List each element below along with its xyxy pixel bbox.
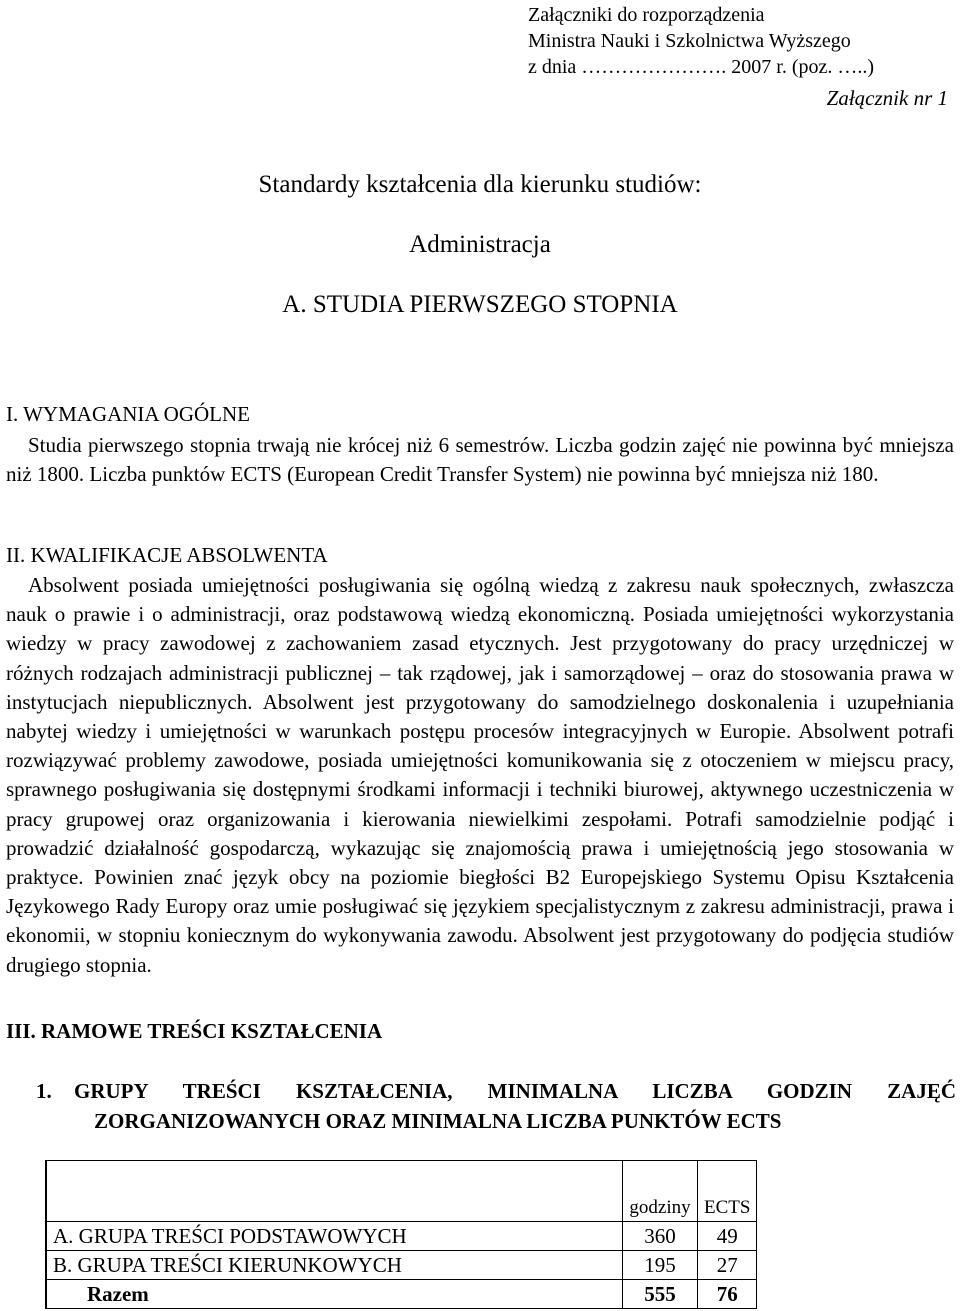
table-row [46, 1251, 757, 1280]
table-header-ects: ECTS [698, 1161, 757, 1222]
table-total-row [46, 1280, 757, 1309]
section-1-heading: I. WYMAGANIA OGÓLNE [6, 402, 251, 426]
header-line-3: z dnia …………………. 2007 r. (poz. …..) [528, 56, 875, 78]
field-title: Administracja [409, 231, 551, 258]
section-3-heading: III. RAMOWE TREŚCI KSZTAŁCENIA [6, 1019, 383, 1043]
section-2-text: Absolwent posiada umiejętności posługiwania się ogólną wiedzą z zakresu nauk społecznych, zwłaszcza nauk o prawie i o administracji, oraz podstawową wiedzą ekonomiczną. Posiada umiejętności wykorzystania wiedzy w pracy zawodowej z zachowaniem zasad etycznych. Jest przygotowany do pracy urzędniczej w różnych rodzajach administracji publicznej – tak rządowej, jak i samorządowej – oraz do stosowania prawa w instytucjach niepublicznych. Absolwent jest przygotowany do samodzielnego doskonalenia i uzupełniania nabytej wiedzy i umiejętności w warunkach postępu procesów integracyjnych w Europie. Absolwent potrafi rozwiązywać problemy zawodowe, posiada umiejętności komunikowania się z otoczeniem w miejscu pracy, sprawnego posługiwania się dostępnymi środkami informacji i techniki biurowej, aktywnego uczestniczenia w pracy grupowej oraz organizowania i kierowania niewielkimi zespołami. Potrafi samodzielnie podjąć i prowadzić działalność gospodarczą, wykazując się znajomością prawa i umiejętnością jego stosowania w praktyce. Powinien znać język obcy na poziomie biegłości B2 Europejskiego Systemu Opisu Kształcenia Językowego Rady Europy oraz umie posługiwać się językiem specjalistycznym z zakresu administracji, prawa i ekonomii, w stopniu koniecznym do wykonywania zawodu. Absolwent jest przygotowany do podjęcia studiów drugiego stopnia. [6, 573, 954, 977]
group-name: B. GRUPA TREŚCI KIERUNKOWYCH [47, 1251, 623, 1280]
annex-label: Załącznik nr 1 [826, 86, 948, 110]
group-ects: 49 [698, 1222, 757, 1251]
group-ects: 27 [698, 1251, 757, 1280]
standards-title: Standardy kształcenia dla kierunku studiów: [258, 171, 702, 198]
total-hours: 555 [623, 1280, 698, 1309]
group-hours: 195 [623, 1251, 698, 1280]
subsection-title-line-2: ZORGANIZOWANYCH ORAZ MINIMALNA LICZBA PUNKTÓW ECTS [94, 1109, 782, 1133]
table-header-hours: godziny [623, 1161, 698, 1222]
level-title: A. STUDIA PIERWSZEGO STOPNIA [282, 291, 678, 318]
group-hours: 360 [623, 1222, 698, 1251]
table-header-row [46, 1161, 757, 1222]
table-row [46, 1222, 757, 1251]
document-header [528, 2, 874, 80]
group-name: A. GRUPA TREŚCI PODSTAWOWYCH [47, 1222, 623, 1251]
subsection-1-title [36, 1076, 956, 1136]
content-groups-table [45, 1160, 757, 1309]
section-1-text: Studia pierwszego stopnia trwają nie krócej niż 6 semestrów. Liczba godzin zajęć nie powinna być mniejsza niż 1800. Liczba punktów ECTS (European Credit Transfer System) nie powinna być mniejsza niż 180. [6, 433, 954, 487]
header-line-2: Ministra Nauki i Szkolnictwa Wyższego [528, 30, 851, 52]
section-2-heading: II. KWALIFIKACJE ABSOLWENTA [6, 543, 328, 567]
header-line-1: Załączniki do rozporządzenia [528, 4, 765, 26]
table-header-name [47, 1161, 623, 1222]
total-ects: 76 [698, 1280, 757, 1309]
total-label: Razem [47, 1280, 623, 1309]
subsection-title-line-1: GRUPY TREŚCI KSZTAŁCENIA, MINIMALNA LICZBA GODZIN ZAJĘĆ [74, 1079, 956, 1103]
subsection-number: 1. [36, 1079, 52, 1103]
